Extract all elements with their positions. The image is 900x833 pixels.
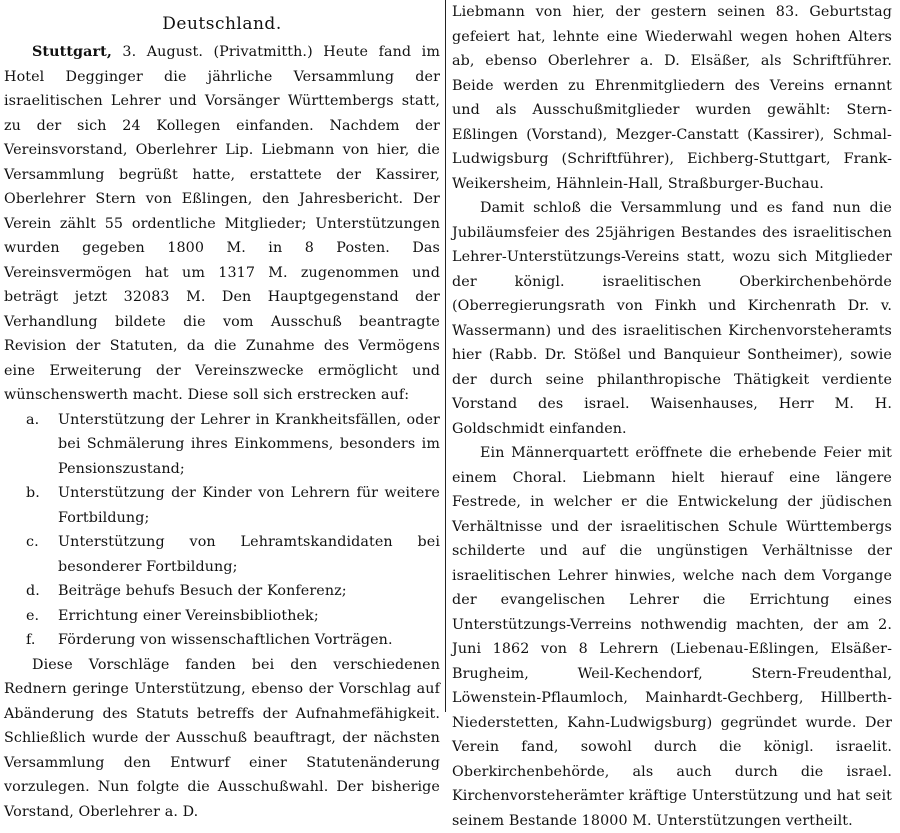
list-item xyxy=(4,530,440,579)
list-item-text: Unterstützung der Kinder von Lehrern für weitere Fortbildung; xyxy=(58,485,440,526)
proposal-list xyxy=(4,408,440,653)
list-marker: e. xyxy=(26,607,40,624)
list-item xyxy=(4,604,440,629)
continuation-paragraph: Liebmann von hier, der gestern seinen 83. Geburtstag gefeiert hat, lehnte eine Wiederwahl wegen hohen Alters ab, ebenso Oberlehrer a. D. Elsäßer, als Schriftführer. Beide werden zu Ehrenmitgliedern des Vereins ernannt und als Ausschußmitglieder wurden gewählt: Stern-Eßlingen (Vorstand), Mezger-Canstatt (Kassirer), Schmal-Ludwigsburg (Schriftführer), Eichberg-Stuttgart, Frank-Weikersheim, Hähnlein-Hall, Straßburger-Buchau. xyxy=(452,4,892,192)
list-marker: a. xyxy=(26,411,40,428)
list-item-text: Unterstützung von Lehramtskandidaten bei besonderer Fortbildung; xyxy=(58,534,440,575)
column-divider xyxy=(445,0,446,712)
section-heading: Deutschland. xyxy=(162,14,282,34)
intro-text: 3. August. (Privatmitth.) Heute fand im Hotel Degginger die jährliche Versammlung der israelitischen Lehrer und Vorsänger Württembergs statt, zu der sich 24 Kollegen einfanden. Nachdem der Vereinsvorstand, Oberlehrer Lip. Liebmann von hier, die Versammlung begrüßt hatte, erstattete der Kassirer, Oberlehrer Stern von Eßlingen, den Jahresbericht. Der Verein zählt 55 ordentliche Mitglieder; Unterstützungen wurden gegeben 1800 M. in 8 Posten. Das Vereinsvermögen hat um 1317 M. zugenommen und beträgt jetzt 32083 M. Den Hauptgegenstand der Verhandlung bildete die vom Ausschuß beantragte Revision der Statuten, da die Zunahme des Vermögens eine Erweiterung der Vereinszwecke ermöglicht und wünschenswerth macht. Diese soll sich erstrecken auf: xyxy=(4,44,440,403)
list-marker: b. xyxy=(26,485,40,501)
list-item xyxy=(4,408,440,482)
list-marker: d. xyxy=(26,583,40,599)
list-marker: c. xyxy=(26,534,39,550)
left-column xyxy=(4,0,440,820)
list-item-text: Errichtung einer Vereinsbibliothek; xyxy=(58,607,319,624)
report-intro-paragraph xyxy=(4,40,440,408)
closing-paragraph: Diese Vorschläge fanden bei den verschiedenen Rednern geringe Unterstützung, ebenso der Vorschlag auf Abänderung des Statuts betreffs der Aufnahmefähigkeit. Schließlich wurde der Ausschuß beauftragt, der nächsten Versammlung den Entwurf einer Statutenänderung vorzulegen. Nun folgte die Ausschußwahl. Der bisherige Vorstand, Oberlehrer a. D. xyxy=(4,656,440,820)
right-column xyxy=(452,0,892,829)
list-item-text: Unterstützung der Lehrer in Krankheitsfällen, oder bei Schmälerung ihres Einkommens, besonders im Pensionszustand; xyxy=(58,411,440,477)
jubilee-paragraph: Damit schloß die Versammlung und es fand nun die Jubiläumsfeier des 25jährigen Bestandes des israelitischen Lehrer-Unterstützungs-Vereins statt, wozu sich Mitglieder der königl. israelitischen Oberkirchenbehörde (Oberregierungsrath von Finkh und Kirchenrath Dr. v. Wassermann) und des israelitischen Kirchenvorsteheramts hier (Rabb. Dr. Stößel und Banquieur Sontheimer), sowie der durch seine philanthropische Thätigkeit verdiente Vorstand des israel. Waisenhauses, Herr M. H. Goldschmidt einfanden. xyxy=(452,200,892,437)
dateline: Stuttgart, xyxy=(32,44,112,60)
list-item xyxy=(4,579,440,604)
list-item-text: Beiträge behufs Besuch der Konferenz; xyxy=(58,583,347,599)
list-item-text: Förderung von wissenschaftlichen Vorträgen. xyxy=(58,632,393,648)
list-item xyxy=(4,628,440,653)
festivity-paragraph: Ein Männerquartett eröffnete die erhebende Feier mit einem Choral. Liebmann hielt hierauf eine längere Festrede, in welcher er die Entwickelung der jüdischen Verhältnisse und der israelitischen Schule Württembergs schilderte und auf die ungünstigen Verhältnisse der israelitischen Lehrer hinwies, welche nach dem Vorgange der evangelischen Lehrer die Errichtung eines Unterstützungs-Verreins nothwendig machten, der am 2. Juni 1862 von 8 Lehrern (Liebenau-Eßlingen, Elsäßer-Brugheim, Weil-Kechendorf, Stern-Freudenthal, Löwenstein-Pflaumloch, Mainhardt-Gechberg, Hillberth-Niederstetten, Kahn-Ludwigsburg) gegründet wurde. Der Verein fand, sowohl durch die königl. israelit. Oberkirchenbehörde, als auch durch die israel. Kirchenvorsteherämter kräftige Unterstützung und hat seit seinem Bestande 18000 M. Unterstützungen vertheilt. xyxy=(452,445,892,829)
list-item xyxy=(4,481,440,530)
list-marker: f. xyxy=(26,632,36,648)
